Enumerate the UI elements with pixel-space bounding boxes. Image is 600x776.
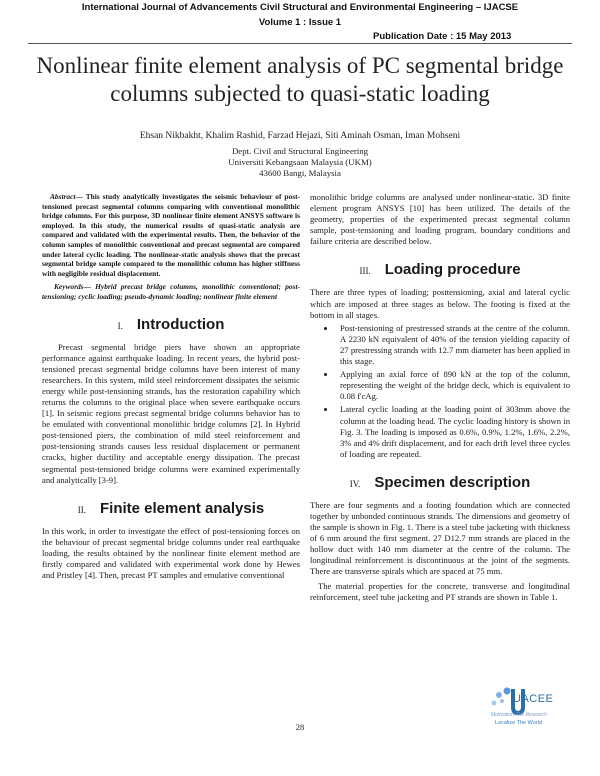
section-title: Introduction [136, 315, 225, 333]
keywords-label: Keywords— [54, 282, 91, 292]
section-title: Finite element analysis [100, 499, 265, 517]
author-list: Ehsan Nikbakht, Khalim Rashid, Farzad Hejazi, Siti Aminah Osman, Iman Mohseni [139, 131, 461, 141]
introduction-paragraph: Precast segmental bridge piers have shown an appropriate performance against earthquake loading. In recent years, the hybrid post-tensioned precast segmental bridge columns have been interest of many researchers. In this system, mild steel reinforcement dissipates the seismic energy while post-tensioning strands, has the restoration capability which returns the columns to the original place when severe earthquake occurs [1]. In seismic regions precast segmental bridge columns behavior has to be emulated with conventional monolithic bridge columns [2]. In Hybrid post-tensioned piers, the combination of mild steel reinforcement and post-tensioning strands causes less residual displacement or permanent cracks, higher ductility and acceptable energy dissipation. The precast segmental post-tensioned bridge columns were examined experimentally and analytically [3-9]. [42, 341, 300, 485]
section-heading-specimen [310, 474, 570, 493]
left-column [42, 192, 300, 581]
keywords-text: Hybrid precast bridge columns, monolithic conventional; post-tensioning; cyclic loading; pseudo-dynamic loading; nonlinear finite element [42, 282, 300, 301]
section-heading-fea [42, 500, 300, 519]
publication-date: Publication Date : 15 May 2013 [373, 31, 512, 42]
logo-tagline: Motivation-The Research [491, 712, 547, 718]
specimen-paragraph-2: The material properties for the concrete, transverse and longitudinal reinforcement, steel tube jacketing and PT strands are shown in Table 1. [310, 580, 570, 602]
page-number: 28 [295, 722, 305, 732]
affiliation-department: Dept. Civil and Structural Engineering [231, 146, 369, 156]
specimen-paragraph: There are four segments and a footing foundation which are connected together by unbonded continuous strands. The dimensions and geometry of the sample is shown in Fig. 1. There is a steel tube jacketing with thickness of 6 mm around the first segment. 27 D12.7 mm strands are placed in the hollow duct with 140 mm diameter at the centre of the column. The longitudinal reinforcement is discontinuous at the joint of the segments. There are transverse spirals which are spaced at 75 mm. [310, 499, 570, 577]
section-number: I. [117, 320, 123, 331]
section-title: Specimen description [374, 473, 531, 491]
logo-slogan: Localize The World [495, 720, 542, 726]
header-divider [28, 43, 572, 44]
journal-name: International Journal of Advancements Civil Structural and Environmental Engineering – IJACSE [81, 2, 519, 13]
loading-intro: There are three types of loading; posttensioning, axial and lateral cyclic which are imposed at three stages as below. The footing is fixed at the bottom in all stages. [310, 287, 570, 320]
section-heading-loading [310, 261, 570, 280]
list-item: • Applying an axial force of 890 kN at the top of the column, representing the weight of the bridge deck, which is equivalent to 0.08 f'cAg. [336, 369, 570, 402]
section-heading-introduction [42, 316, 300, 335]
section-number: II. [77, 504, 86, 515]
abstract-text: This study analytically investigates the seismic behaviour of post-tensioned precast segmental columns comparing with conventional monolithic bridge columns. For this purpose, 3D nonlinear finite element ANSYS software is employed. In this study, the numerical results of quasi-static analysis are compared and validated with the experimental results. Then, the behavior of the column samples of monolithic conventional and precast segmental are compared under lateral cyclic loading. The nonlinear-static analysis shows that the precast segmental bridge sample compared to the monolithic column has higher stiffness with negligible residual displacement. [42, 192, 300, 278]
affiliation-university: Universiti Kebangsaan Malaysia (UKM) [228, 157, 372, 167]
affiliation-address: 43600 Bangi, Malaysia [259, 168, 341, 178]
section-number: IV. [349, 478, 361, 489]
abstract [42, 192, 300, 278]
logo-name: UACEE [513, 693, 554, 705]
list-item: • Post-tensioning of prestressed strands at the centre of the column. A 2230 kN equivalent of 40% of the tension yielding capacity of 27 prestressing strands with 12.7 mm diameter has been applied in this stage. [336, 323, 570, 367]
fea-paragraph-continued: monolithic bridge columns are analysed under nonlinear-static. 3D finite element program ANSYS [10] has been utilized. The details of the geometry, properties of the experimented precast segmental column sample, post-tensioning and loading program, boundary conditions and failure criteria are described below. [310, 192, 570, 247]
volume-issue: Volume 1 : Issue 1 [258, 17, 342, 28]
uacee-logo [475, 681, 575, 761]
abstract-label: Abstract— [50, 192, 83, 201]
keywords [42, 282, 300, 301]
loading-stages-list [310, 323, 570, 460]
right-column [310, 192, 570, 603]
paper-title: Nonlinear finite element analysis of PC segmental bridge columns subjected to quasi-static loading [36, 53, 564, 106]
section-title: Loading procedure [384, 261, 521, 279]
fea-paragraph: In this work, in order to investigate the effect of post-tensioning forces on the behaviour of precast segmental bridge columns under real earthquake loading, the results obtained by the nonlinear finite element method are firstly compared and validated with experimental work done by Hewes and Pristley [4]. Then, precast PT samples and emulative conventional [42, 525, 300, 581]
section-number: III. [359, 266, 371, 277]
list-item: • Lateral cyclic loading at the loading point of 303mm above the column at the loading head. The cyclic loading history is shown in Fig. 3. The loading is imposed as 0.6%, 0.9%, 1.2%, 1.6%, 2.2%, 3% and 4% drift displacement, and for each drift level three cycles of loading are repeated. [336, 404, 570, 459]
